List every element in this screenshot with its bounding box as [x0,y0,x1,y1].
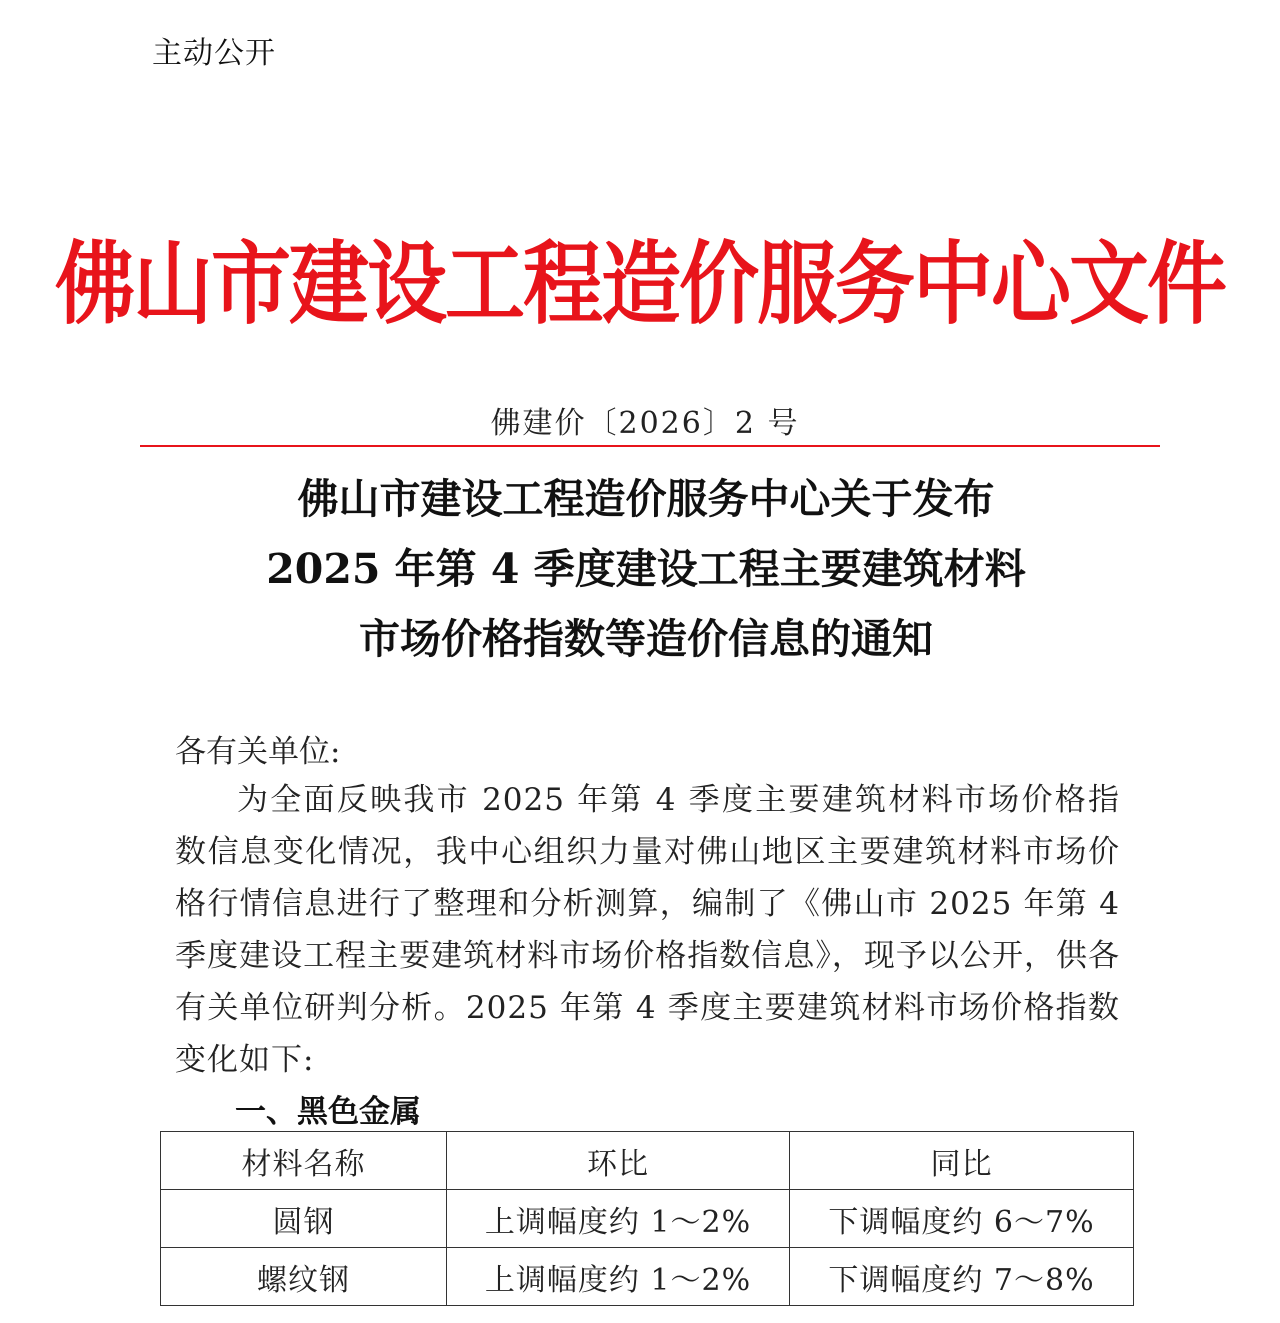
table-cell-material: 螺纹钢 [161,1248,447,1306]
header-material-name: 材料名称 [161,1132,447,1190]
table-cell-material: 圆钢 [161,1190,447,1248]
disclosure-label: 主动公开 [152,36,276,71]
table-cell-mom: 上调幅度约 1～2% [447,1190,790,1248]
org-header: 佛山市建设工程造价服务中心文件 [55,231,1225,337]
header-year-on-year: 同比 [790,1132,1134,1190]
title-line-1: 佛山市建设工程造价服务中心关于发布 [297,475,995,523]
table-cell-yoy: 下调幅度约 7～8% [790,1248,1134,1306]
table-cell-yoy: 下调幅度约 6～7% [790,1190,1134,1248]
table-cell-mom: 上调幅度约 1～2% [447,1248,790,1306]
red-divider [140,445,1160,447]
title-line-3: 市场价格指数等造价信息的通知 [359,615,933,663]
body-paragraph: 为全面反映我市 2025 年第 4 季度主要建筑材料市场价格指数信息变化情况，我中心组织力量对佛山地区主要建筑材料市场价格行情信息进行了整理和分析测算，编制了《佛山市 2025 年第 4 季度建设工程主要建筑材料市场价格指数信息》，现予以公开，供各有关单位研判分析。2025 年第 4 季度主要建筑材料市场价格指数变化如下: [175,782,1120,1078]
table-row [161,1190,1134,1248]
header-month-on-month: 环比 [447,1132,790,1190]
table-header-row [161,1132,1134,1190]
table-row [161,1248,1134,1306]
document-number: 佛建价〔2026〕2 号 [490,406,800,441]
section-heading-ferrous-metals: 一、黑色金属 [235,1094,421,1130]
title-line-2: 2025 年第 4 季度建设工程主要建筑材料 [266,545,1026,593]
price-index-table [160,1131,1134,1306]
salutation: 各有关单位: [175,734,341,770]
